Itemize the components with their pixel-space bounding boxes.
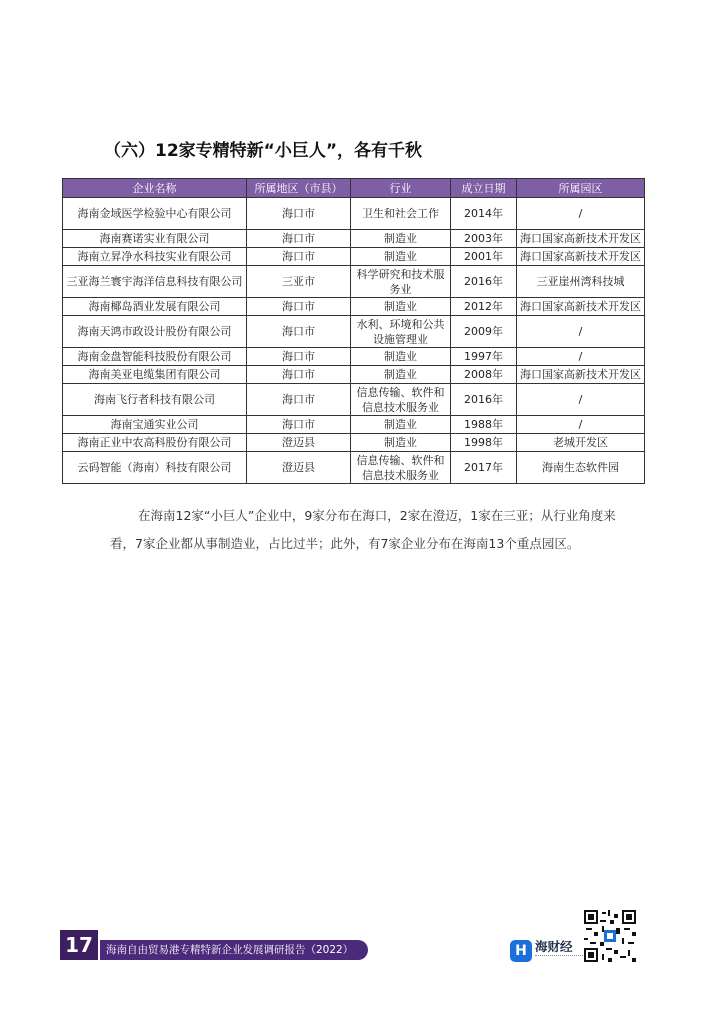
table-row xyxy=(63,416,645,434)
cell-region: 三亚市 xyxy=(247,266,351,298)
cell-founded: 1998年 xyxy=(451,434,517,452)
table-header-row xyxy=(63,179,645,198)
cell-park: 海口国家高新技术开发区 xyxy=(517,366,645,384)
header-region: 所属地区（市县） xyxy=(247,179,351,198)
page-number: 17 xyxy=(60,930,98,960)
cell-company: 海南飞行者科技有限公司 xyxy=(63,384,247,416)
qr-code-icon xyxy=(584,910,636,962)
summary-text: 在海南12家“小巨人”企业中，9家分布在海口，2家在澄迈，1家在三亚；从行业角度来看，7家企业都从事制造业，占比过半；此外，有7家企业分布在海南13个重点园区。 xyxy=(110,508,616,551)
cell-industry: 制造业 xyxy=(351,416,451,434)
cell-founded: 2009年 xyxy=(451,316,517,348)
cell-park: 海口国家高新技术开发区 xyxy=(517,230,645,248)
cell-company: 海南天鸿市政设计股份有限公司 xyxy=(63,316,247,348)
header-industry: 行业 xyxy=(351,179,451,198)
cell-park: / xyxy=(517,348,645,366)
cell-industry: 制造业 xyxy=(351,434,451,452)
cell-industry: 制造业 xyxy=(351,248,451,266)
cell-park: 三亚崖州湾科技城 xyxy=(517,266,645,298)
cell-industry: 制造业 xyxy=(351,230,451,248)
cell-founded: 2008年 xyxy=(451,366,517,384)
header-company: 企业名称 xyxy=(63,179,247,198)
report-title-bar: 海南自由贸易港专精特新企业发展调研报告（2022） xyxy=(100,940,368,960)
table-row xyxy=(63,434,645,452)
cell-park: / xyxy=(517,384,645,416)
cell-founded: 2016年 xyxy=(451,266,517,298)
cell-company: 三亚海兰寰宇海洋信息科技有限公司 xyxy=(63,266,247,298)
cell-region: 海口市 xyxy=(247,316,351,348)
cell-park: 海口国家高新技术开发区 xyxy=(517,298,645,316)
cell-region: 澄迈县 xyxy=(247,452,351,484)
cell-region: 海口市 xyxy=(247,348,351,366)
table-row xyxy=(63,230,645,248)
logo-text: 海财经 xyxy=(535,939,573,954)
cell-company: 海南立昇净水科技实业有限公司 xyxy=(63,248,247,266)
cell-park: / xyxy=(517,198,645,230)
cell-founded: 2012年 xyxy=(451,298,517,316)
cell-park: / xyxy=(517,416,645,434)
cell-company: 海南宝通实业公司 xyxy=(63,416,247,434)
summary-paragraph xyxy=(110,502,622,558)
cell-founded: 2014年 xyxy=(451,198,517,230)
cell-founded: 2001年 xyxy=(451,248,517,266)
cell-industry: 制造业 xyxy=(351,298,451,316)
table-row xyxy=(63,316,645,348)
cell-region: 澄迈县 xyxy=(247,434,351,452)
cell-company: 海南金域医学检验中心有限公司 xyxy=(63,198,247,230)
cell-industry: 信息传输、软件和信息技术服务业 xyxy=(351,384,451,416)
cell-industry: 制造业 xyxy=(351,348,451,366)
cell-company: 海南美亚电缆集团有限公司 xyxy=(63,366,247,384)
header-founded: 成立日期 xyxy=(451,179,517,198)
cell-region: 海口市 xyxy=(247,366,351,384)
cell-company: 海南椰岛酒业发展有限公司 xyxy=(63,298,247,316)
table-row xyxy=(63,198,645,230)
cell-park: / xyxy=(517,316,645,348)
cell-company: 海南赛诺实业有限公司 xyxy=(63,230,247,248)
cell-park: 老城开发区 xyxy=(517,434,645,452)
cell-region: 海口市 xyxy=(247,198,351,230)
cell-region: 海口市 xyxy=(247,230,351,248)
cell-company: 海南金盘智能科技股份有限公司 xyxy=(63,348,247,366)
cell-company: 云码智能（海南）科技有限公司 xyxy=(63,452,247,484)
cell-industry: 卫生和社会工作 xyxy=(351,198,451,230)
cell-founded: 2017年 xyxy=(451,452,517,484)
cell-industry: 制造业 xyxy=(351,366,451,384)
logo-mark-icon: H xyxy=(510,940,532,962)
cell-founded: 2016年 xyxy=(451,384,517,416)
cell-park: 海口国家高新技术开发区 xyxy=(517,248,645,266)
cell-founded: 2003年 xyxy=(451,230,517,248)
section-title: （六）12家专精特新“小巨人”，各有千秋 xyxy=(104,141,423,161)
header-park: 所属园区 xyxy=(517,179,645,198)
table-row xyxy=(63,348,645,366)
cell-region: 海口市 xyxy=(247,298,351,316)
table-row xyxy=(63,384,645,416)
enterprise-table xyxy=(62,178,645,484)
cell-region: 海口市 xyxy=(247,384,351,416)
cell-industry: 水利、环境和公共设施管理业 xyxy=(351,316,451,348)
cell-founded: 1988年 xyxy=(451,416,517,434)
cell-park: 海南生态软件园 xyxy=(517,452,645,484)
logo-subline xyxy=(535,955,585,959)
cell-industry: 信息传输、软件和信息技术服务业 xyxy=(351,452,451,484)
table-row xyxy=(63,452,645,484)
cell-region: 海口市 xyxy=(247,416,351,434)
cell-company: 海南正业中农高科股份有限公司 xyxy=(63,434,247,452)
cell-region: 海口市 xyxy=(247,248,351,266)
table-row xyxy=(63,298,645,316)
table-row xyxy=(63,366,645,384)
cell-founded: 1997年 xyxy=(451,348,517,366)
cell-industry: 科学研究和技术服务业 xyxy=(351,266,451,298)
table-row xyxy=(63,248,645,266)
table-row xyxy=(63,266,645,298)
